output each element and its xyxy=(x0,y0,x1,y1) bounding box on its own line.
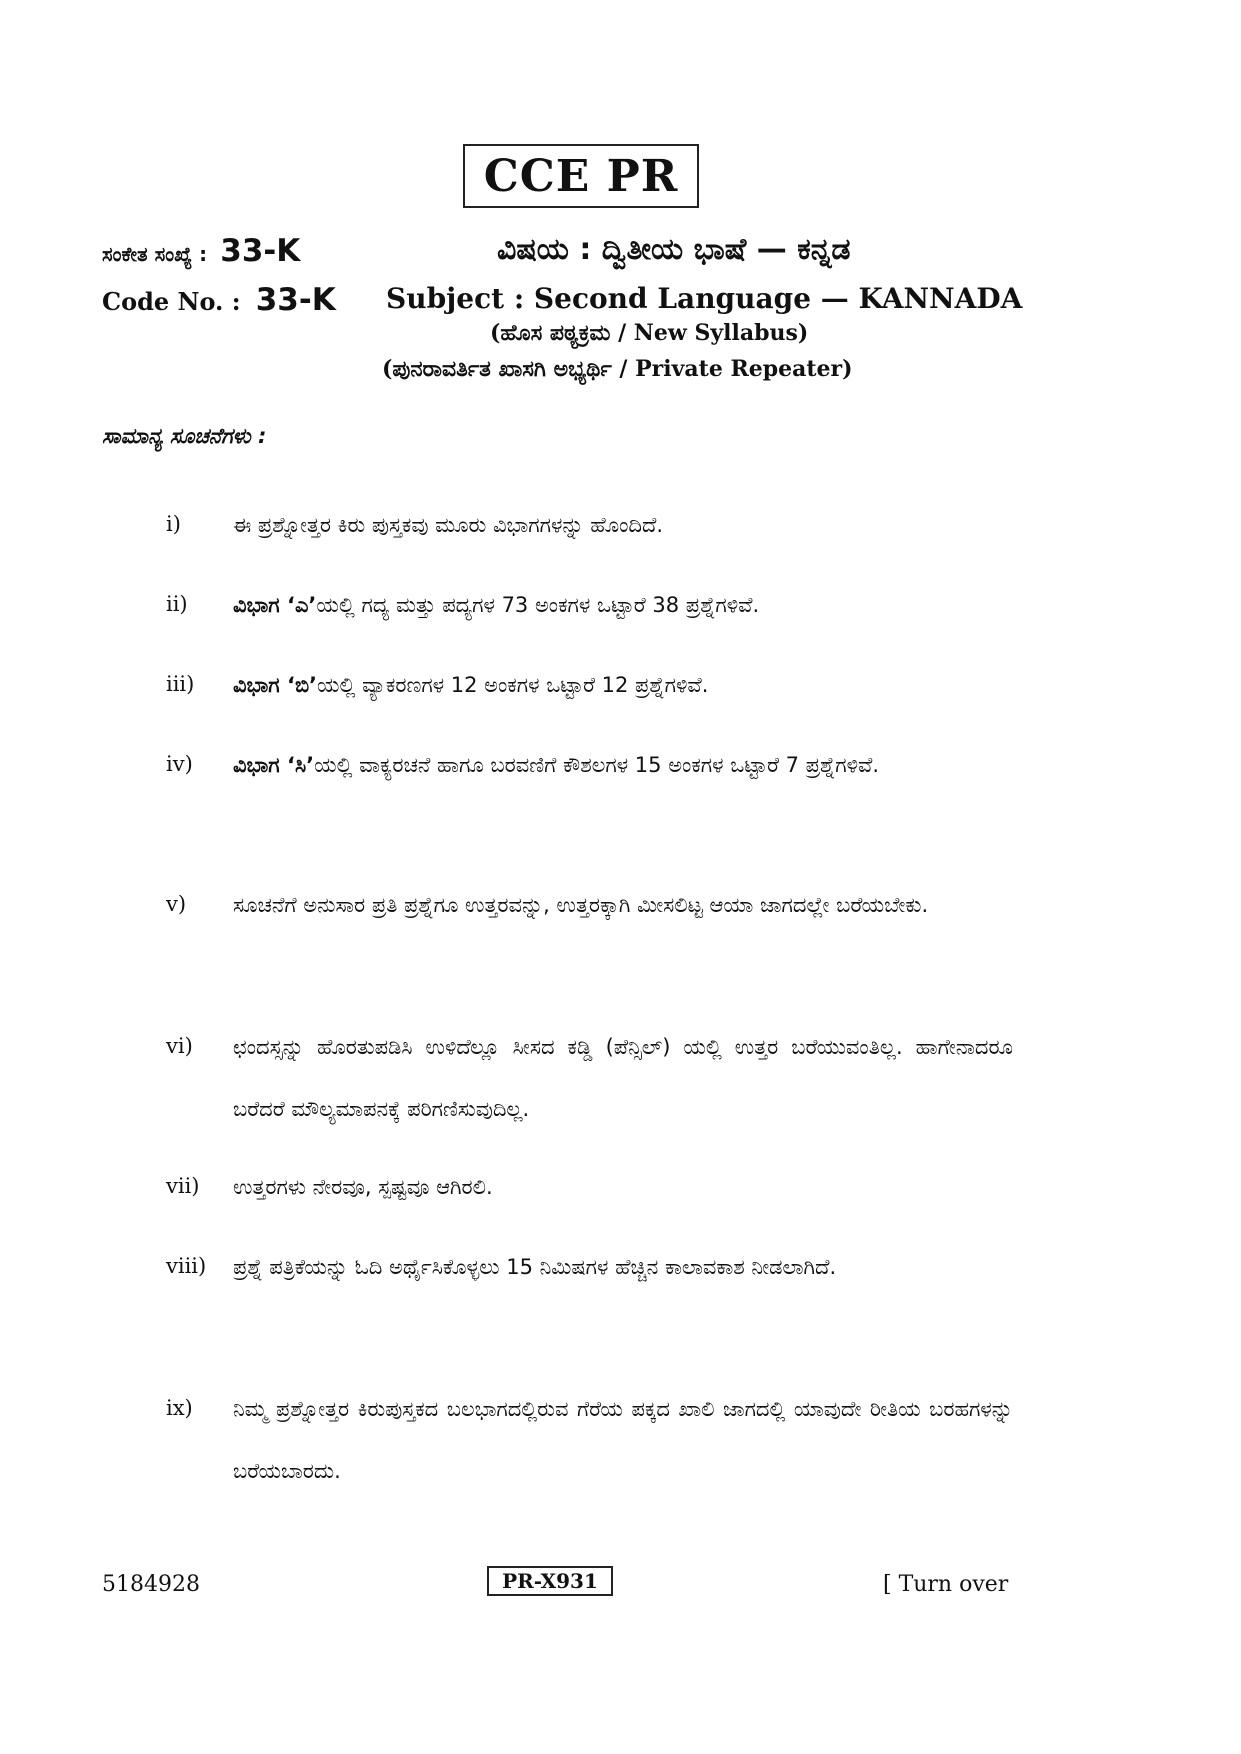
footer-serial-number: 5184928 xyxy=(102,1572,200,1597)
instruction-number: ix) xyxy=(166,1396,193,1420)
footer-paper-code: PR-X931 xyxy=(487,1566,613,1596)
general-instructions-heading: ಸಾಮಾನ್ಯ ಸೂಚನೆಗಳು : xyxy=(102,424,267,448)
instruction-number: i) xyxy=(166,512,181,536)
instruction-number: vii) xyxy=(166,1174,200,1198)
code-value-kannada: 33-K xyxy=(220,233,301,269)
code-label-english: Code No. : xyxy=(102,287,241,316)
instruction-text: ಪ್ರಶ್ನೆ ಪತ್ರಿಕೆಯನ್ನು ಓದಿ ಅರ್ಥೈಸಿಕೊಳ್ಳಲು 15 ನಿಮಿಷಗಳ ಹೆಚ್ಚಿನ ಕಾಲಾವಕಾಶ ನೀಡಲಾಗಿದೆ. xyxy=(233,1255,837,1279)
instruction-number: viii) xyxy=(166,1254,207,1278)
subject-kannada: ವಿಷಯ : ದ್ವಿತೀಯ ಭಾಷೆ — ಕನ್ನಡ xyxy=(497,232,851,267)
section-label: ವಿಭಾಗ ‘ಬಿ’ xyxy=(233,673,318,697)
instruction-number: iv) xyxy=(166,752,193,776)
instruction-number: v) xyxy=(166,892,187,916)
code-value-english: 33-K xyxy=(255,282,336,318)
candidate-type-line: (ಪುನರಾವರ್ತಿತ ಖಾಸಗಿ ಅಭ್ಯರ್ಥಿ / Private Repeater) xyxy=(382,356,853,382)
instruction-text: ನಿಮ್ಮ ಪ್ರಶ್ನೋತ್ತರ ಕಿರುಪುಸ್ತಕದ ಬಲಭಾಗದಲ್ಲಿರುವ ಗೆರೆಯ ಪಕ್ಕದ ಖಾಲಿ ಜಾಗದಲ್ಲಿ ಯಾವುದೇ ರೀತಿಯ ಬರಹಗಳನ್ನು ಬರೆಯಬಾರದು. xyxy=(233,1397,1013,1483)
instruction-text: ವಿಭಾಗ ‘ಸಿ’ಯಲ್ಲಿ ವಾಕ್ಯರಚನೆ ಹಾಗೂ ಬರವಣಿಗೆ ಕೌಶಲಗಳ 15 ಅಂಕಗಳ ಒಟ್ಟಾರೆ 7 ಪ್ರಶ್ನೆಗಳಿವೆ. xyxy=(233,753,880,777)
instruction-text: ವಿಭಾಗ ‘ಎ’ಯಲ್ಲಿ ಗದ್ಯ ಮತ್ತು ಪದ್ಯಗಳ 73 ಅಂಕಗಳ ಒಟ್ಟಾರೆ 38 ಪ್ರಶ್ನೆಗಳಿವೆ. xyxy=(233,593,760,617)
instruction-text: ಉತ್ತರಗಳು ನೇರವೂ, ಸ್ಪಷ್ಟವೂ ಆಗಿರಲಿ. xyxy=(233,1175,493,1199)
subject-english: Subject : Second Language — KANNADA xyxy=(386,282,1023,315)
instruction-number: iii) xyxy=(166,672,195,696)
section-label: ವಿಭಾಗ ‘ಎ’ xyxy=(233,593,317,617)
section-label: ವಿಭಾಗ ‘ಸಿ’ xyxy=(233,753,315,777)
instruction-number: vi) xyxy=(166,1034,193,1058)
instruction-text: ಸೂಚನೆಗೆ ಅನುಸಾರ ಪ್ರತಿ ಪ್ರಶ್ನೆಗೂ ಉತ್ತರವನ್ನು, ಉತ್ತರಕ್ಕಾಗಿ ಮೀಸಲಿಟ್ಟ ಆಯಾ ಜಾಗದಲ್ಲೇ ಬರೆಯಬೇಕು. xyxy=(233,893,929,917)
instruction-number: ii) xyxy=(166,592,188,616)
code-row-english xyxy=(102,282,336,318)
page-title: CCE PR xyxy=(463,144,699,208)
code-row-kannada xyxy=(102,233,300,269)
turn-over-note: [ Turn over xyxy=(883,1572,1009,1597)
code-label-kannada: ಸಂಕೇತ ಸಂಖ್ಯೆ : xyxy=(102,242,208,266)
instruction-text: ವಿಭಾಗ ‘ಬಿ’ಯಲ್ಲಿ ವ್ಯಾಕರಣಗಳ 12 ಅಂಕಗಳ ಒಟ್ಟಾರೆ 12 ಪ್ರಶ್ನೆಗಳಿವೆ. xyxy=(233,673,709,697)
instruction-text: ಛಂದಸ್ಸನ್ನು ಹೊರತುಪಡಿಸಿ ಉಳಿದೆಲ್ಲೂ ಸೀಸದ ಕಡ್ಡಿ (ಪೆನ್ಸಿಲ್) ಯಲ್ಲಿ ಉತ್ತರ ಬರೆಯುವಂತಿಲ್ಲ. ಹಾಗೇನಾದರೂ ಬರೆದರೆ ಮೌಲ್ಯಮಾಪನಕ್ಕೆ ಪರಿಗಣಿಸುವುದಿಲ್ಲ. xyxy=(233,1035,1013,1121)
syllabus-line: (ಹೊಸ ಪಠ್ಯಕ್ರಮ / New Syllabus) xyxy=(490,320,809,346)
instruction-text: ಈ ಪ್ರಶ್ನೋತ್ತರ ಕಿರು ಪುಸ್ತಕವು ಮೂರು ವಿಭಾಗಗಳನ್ನು ಹೊಂದಿದೆ. xyxy=(233,513,664,537)
